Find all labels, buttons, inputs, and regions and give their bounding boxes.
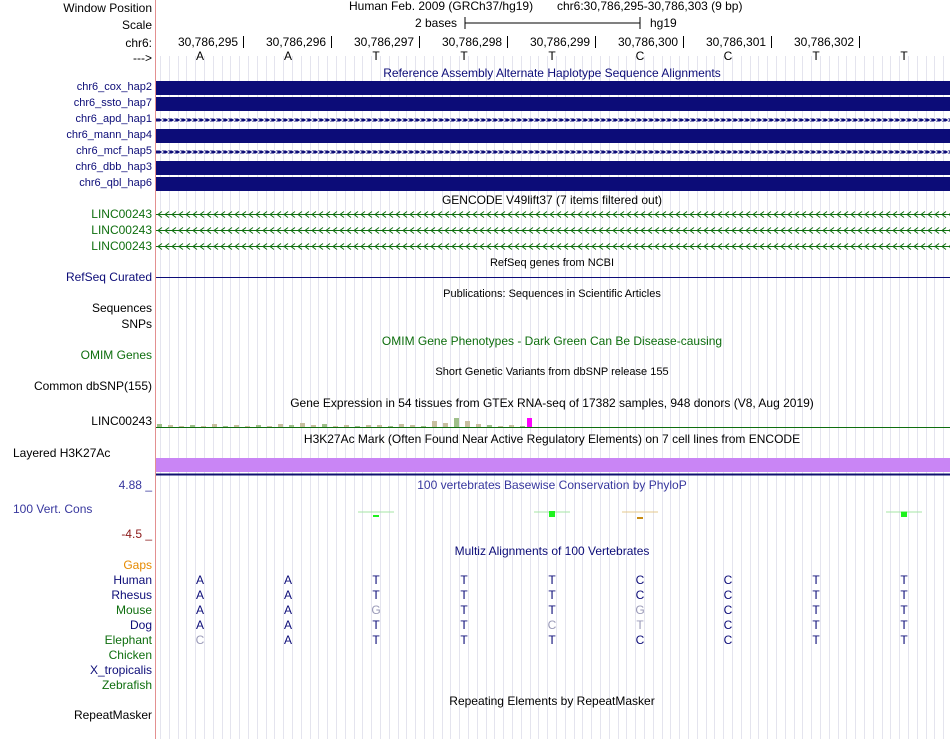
gtex-tissue-bar [179,426,184,427]
alignment-base: C [547,618,557,632]
chrom-label: chr6: [125,36,152,50]
alignment-base: T [812,588,820,602]
gtex-tissue-bar [377,425,382,427]
h3k27ac-signal [156,458,950,472]
gtex-tissue-bar [476,424,481,427]
track-title-multiz: Multiz Alignments of 100 Vertebrates [454,544,650,558]
gtex-tissue-bar [344,425,349,427]
gencode-label[interactable]: LINC00243 [91,239,152,253]
haplotype-label[interactable]: chr6_mcf_hap5 [76,145,152,157]
ruler-position-label: 30,786,302 [794,35,855,49]
position-text: chr6:30,786,295-30,786,303 (9 bp) [557,0,743,13]
alignment-base: C [723,618,733,632]
track-title-gencode: GENCODE V49lift37 (7 items filtered out) [441,193,663,207]
reference-base: T [812,49,820,63]
haplotype-alignment-bar [156,81,950,95]
alignment-base: T [372,618,380,632]
phylop-score-bar [373,515,379,517]
reference-base: C [635,49,645,63]
alignment-base: C [195,633,205,647]
species-label: Mouse [115,603,152,617]
species-label: Rhesus [111,588,152,602]
gtex-tissue-bar [212,424,217,427]
gtex-tissue-bar [190,425,195,427]
haplotype-alignment-bar [156,129,950,143]
reference-base: T [548,49,556,63]
haplotype-label[interactable]: chr6_mann_hap4 [66,129,152,141]
refseq-label[interactable]: RefSeq Curated [65,270,152,284]
reference-base: T [372,49,380,63]
ruler-position-label: 30,786,298 [442,35,503,49]
assembly-text: Human Feb. 2009 (GRCh37/hg19) [349,0,534,13]
gtex-tissue-bar [256,425,261,427]
phylop-score-bar [901,512,907,517]
alignment-base: T [460,618,468,632]
snps-label[interactable]: SNPs [121,317,152,331]
gtex-tissue-bar [355,426,360,427]
haplotype-alignment-bar [156,177,950,191]
alignment-base: T [900,633,908,647]
gtex-tissue-bar [487,425,492,427]
alignment-base: T [372,588,380,602]
alignment-base: A [283,603,292,617]
publications-label[interactable]: Sequences [91,301,152,315]
gtex-tissue-bar [333,426,338,427]
alignment-base: T [372,573,380,587]
haplotype-label[interactable]: chr6_ssto_hap7 [73,97,152,109]
ruler-position-label: 30,786,296 [266,35,327,49]
haplotype-label[interactable]: chr6_dbb_hap3 [75,161,152,173]
gtex-tissue-bar [278,424,283,427]
reference-base: C [723,49,733,63]
gtex-tissue-bar [300,423,305,427]
alignment-base: T [548,603,556,617]
alignment-base: T [460,573,468,587]
alignment-base: T [460,588,468,602]
alignment-base: T [812,573,820,587]
alignment-base: T [900,618,908,632]
dbsnp-label[interactable]: Common dbSNP(155) [33,379,152,393]
alignment-base: T [900,588,908,602]
species-label: Dog [129,618,152,632]
haplotype-label[interactable]: chr6_apd_hap1 [75,113,152,125]
alignment-base: G [371,603,381,617]
species-label: Elephant [104,633,152,647]
track-title-publications: Publications: Sequences in Scientific Articles [443,288,661,300]
gtex-tissue-bar [509,425,514,427]
gtex-tissue-bar [311,425,316,427]
track-title-gtex: Gene Expression in 54 tissues from GTEx RNA-seq of 17382 samples, 948 donors (V8, Aug 2019) [290,396,814,410]
gtex-tissue-bar [245,426,250,427]
ruler-position-label: 30,786,300 [618,35,679,49]
conservation-ymin: -4.5 _ [121,527,152,541]
strand-label: ---> [133,51,152,65]
gtex-tissue-bar [267,426,272,427]
alignment-base: T [548,588,556,602]
track-title-refseq: RefSeq genes from NCBI [489,257,615,269]
gtex-tissue-bar [157,424,162,427]
haplotype-label[interactable]: chr6_qbl_hap6 [79,177,152,189]
repeatmasker-label[interactable]: RepeatMasker [73,708,152,722]
alignment-base: T [460,633,468,647]
gtex-tissue-bar [421,426,426,427]
alignment-base: A [195,603,204,617]
gtex-tissue-bar [498,426,503,427]
alignment-base: C [635,633,645,647]
alignment-base: T [812,618,820,632]
alignment-base: A [283,573,292,587]
species-label: Zebrafish [101,678,152,692]
gtex-tissue-bar [520,426,525,427]
alignment-base: T [812,603,820,617]
gtex-tissue-bar [234,425,239,427]
ruler-position-label: 30,786,295 [178,35,239,49]
alignment-base: C [723,573,733,587]
ruler-position-label: 30,786,297 [354,35,415,49]
gtex-tissue-bar [410,425,415,427]
gtex-tissue-bar [289,425,294,427]
reference-base: A [283,49,292,63]
gtex-tissue-bar [527,418,532,427]
gtex-tissue-bar [432,421,437,427]
gaps-label: Gaps [123,558,152,572]
track-title-omim: OMIM Gene Phenotypes - Dark Green Can Be Disease-causing [381,334,723,348]
alignment-base: A [283,618,292,632]
gtex-label[interactable]: LINC00243 [91,414,152,428]
gencode-label[interactable]: LINC00243 [91,207,152,221]
alignment-base: C [723,633,733,647]
gtex-tissue-bar [443,423,448,427]
window-position-label: Window Position [63,1,152,15]
alignment-base: C [723,588,733,602]
reference-base: T [460,49,468,63]
reference-base: T [900,49,908,63]
species-label: X_tropicalis [89,663,152,677]
reference-base: A [195,49,204,63]
alignment-base: T [548,633,556,647]
omim-label[interactable]: OMIM Genes [80,348,152,362]
alignment-base: T [900,603,908,617]
alignment-base: C [723,603,733,617]
phylop-score-bar [637,517,643,519]
alignment-base: A [283,588,292,602]
scale-label: Scale [121,18,152,32]
conservation-ymax: 4.88 _ [118,478,152,492]
alignment-base: A [195,573,204,587]
db-text: hg19 [650,16,677,30]
gtex-tissue-bar [388,426,393,427]
alignment-base: A [283,633,292,647]
track-title-conservation: 100 vertebrates Basewise Conservation by PhyloP [417,478,687,492]
ruler-position-label: 30,786,301 [706,35,767,49]
gtex-tissue-bar [465,421,470,427]
scale-text: 2 bases [415,16,458,30]
alignment-base: T [636,618,644,632]
haplotype-label[interactable]: chr6_cox_hap2 [76,81,152,93]
gtex-tissue-bar [399,424,404,427]
alignment-base: C [635,573,645,587]
phylop-score-bar [549,511,555,517]
track-title-h3k27ac: H3K27Ac Mark (Often Found Near Active Regulatory Elements) on 7 cell lines from ENCODE [303,432,801,446]
alignment-base: A [195,588,204,602]
alignment-base: T [372,633,380,647]
gtex-tissue-bar [223,426,228,427]
alignment-base: T [548,573,556,587]
species-label: Human [113,573,152,587]
h3k27ac-label[interactable]: Layered H3K27Ac [13,446,111,460]
track-title-repeatmasker: Repeating Elements by RepeatMasker [449,694,655,708]
gtex-tissue-bar [366,425,371,427]
alignment-base: G [635,603,645,617]
track-title-haplotypes: Reference Assembly Alternate Haplotype Sequence Alignments [383,66,721,80]
alignment-base: T [460,603,468,617]
haplotype-alignment-bar [156,161,950,175]
track-title-dbsnp: Short Genetic Variants from dbSNP release 155 [435,366,669,378]
conservation-label[interactable]: 100 Vert. Cons [13,502,93,516]
alignment-base: C [635,588,645,602]
gtex-tissue-bar [201,426,206,427]
species-label: Chicken [108,648,152,662]
gtex-tissue-bar [168,425,173,427]
gtex-tissue-bar [454,418,459,427]
alignment-base: T [812,633,820,647]
haplotype-alignment-bar [156,97,950,111]
ruler-position-label: 30,786,299 [530,35,591,49]
gencode-label[interactable]: LINC00243 [91,223,152,237]
alignment-base: T [900,573,908,587]
alignment-base: A [195,618,204,632]
gtex-tissue-bar [322,424,327,427]
